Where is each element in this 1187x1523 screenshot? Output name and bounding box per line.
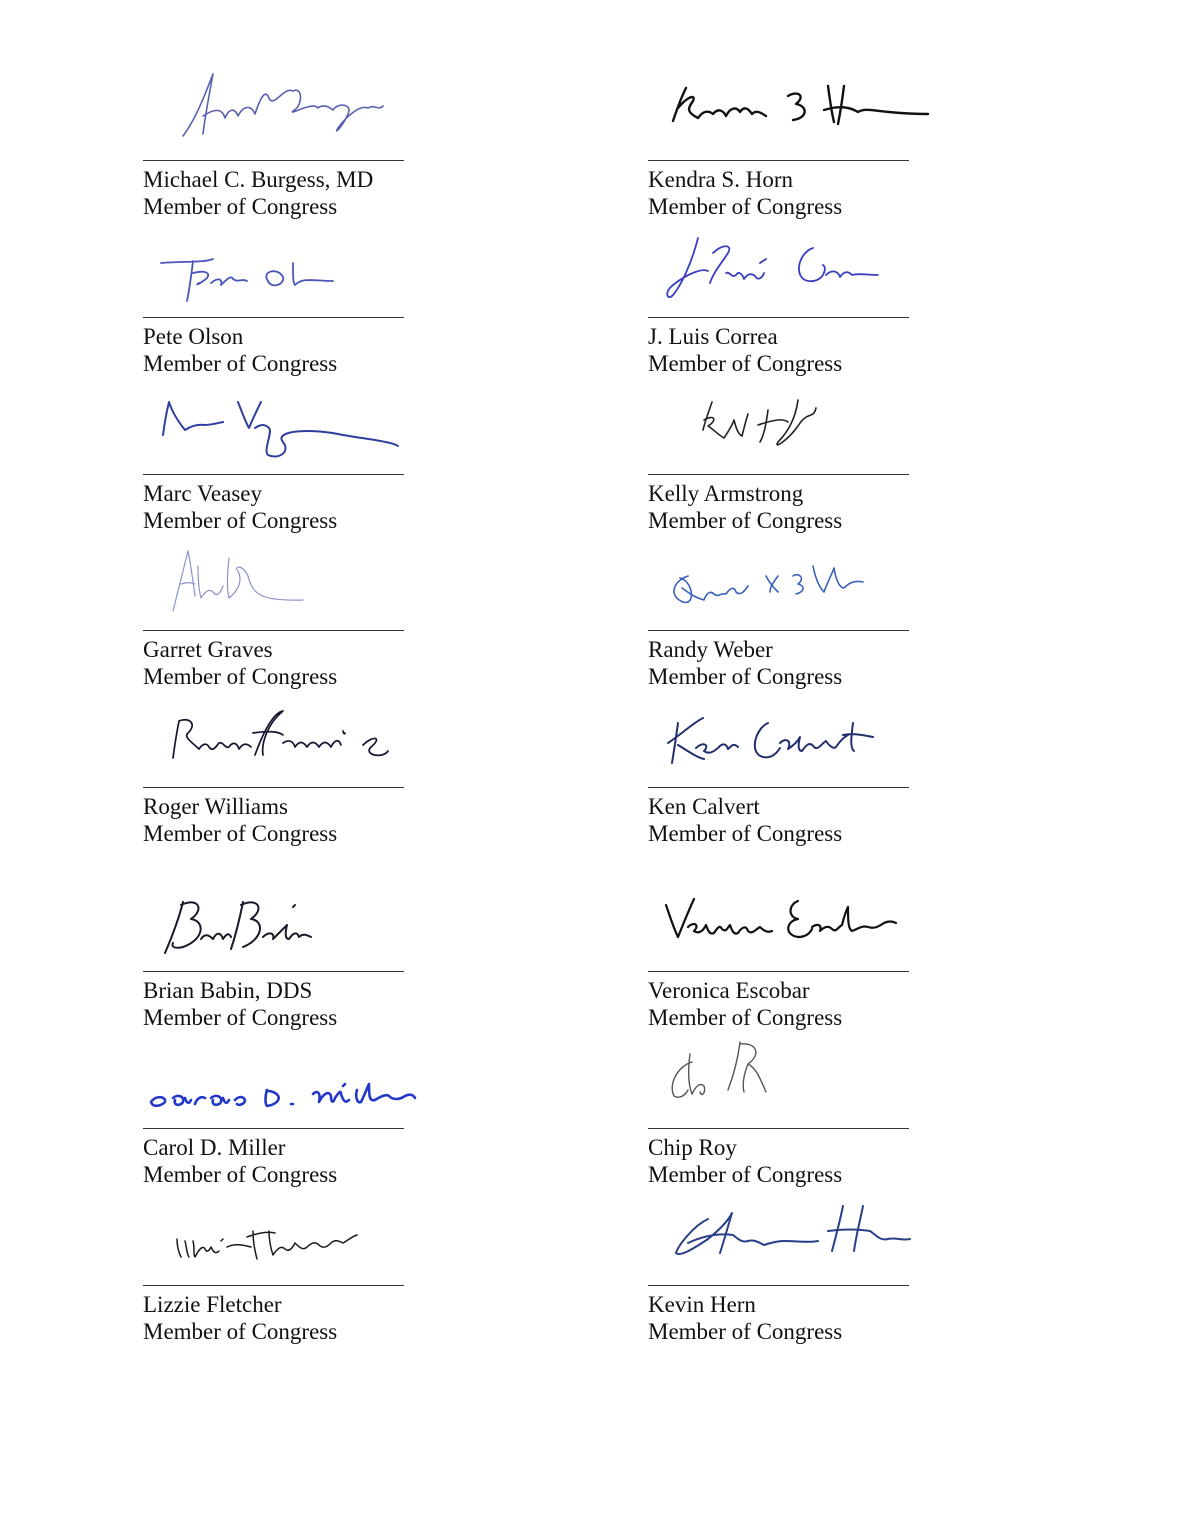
signer-name: Michael C. Burgess, MD [143,167,374,192]
signature-line [648,1285,909,1286]
signer-name: Brian Babin, DDS [143,978,313,1003]
signature-block-weber [648,536,948,689]
signature-line [143,317,404,318]
signature-line [143,630,404,631]
signature-block-horn [648,66,948,219]
signer-title: Member of Congress [648,1162,843,1187]
signature-line [648,474,909,475]
signature-block-graves [143,536,443,689]
signer-title: Member of Congress [143,1005,338,1030]
signature-fletcher [143,1191,443,1291]
signature-williams [143,693,443,793]
signature-line [143,971,404,972]
signature-block-burgess [143,66,443,219]
signature-weber [648,536,948,636]
signer-title: Member of Congress [648,1005,843,1030]
signature-calvert [648,693,948,793]
signature-line [648,1128,909,1129]
signature-block-calvert [648,693,948,846]
signature-block-escobar [648,877,948,1030]
signer-name: Kendra S. Horn [648,167,793,192]
signer-title: Member of Congress [648,508,843,533]
signer-name: Lizzie Fletcher [143,1292,282,1317]
signer-name: Randy Weber [648,637,773,662]
signature-graves [143,536,443,636]
signature-block-williams [143,693,443,846]
signature-block-olson [143,223,443,376]
signer-title: Member of Congress [648,194,843,219]
signer-name: Carol D. Miller [143,1135,286,1160]
signature-block-fletcher [143,1191,443,1344]
signature-veasey [143,380,443,480]
signature-block-hern [648,1191,948,1344]
signature-block-babin [143,877,443,1030]
signature-line [648,787,909,788]
signer-title: Member of Congress [648,664,843,689]
signer-name: Ken Calvert [648,794,760,819]
signature-babin [143,877,443,977]
signature-line [143,160,404,161]
signer-name: Chip Roy [648,1135,737,1160]
signature-block-roy [648,1034,948,1187]
signer-name: J. Luis Correa [648,324,778,349]
signer-name: Kevin Hern [648,1292,756,1317]
signature-correa [648,223,948,323]
signature-line [648,630,909,631]
signature-line [143,1285,404,1286]
signer-name: Veronica Escobar [648,978,810,1003]
signature-block-armstrong [648,380,948,533]
signer-title: Member of Congress [143,194,338,219]
signer-title: Member of Congress [143,508,338,533]
signature-block-veasey [143,380,443,533]
signature-armstrong [648,380,948,480]
signature-burgess [143,66,443,166]
signer-title: Member of Congress [648,821,843,846]
signer-name: Pete Olson [143,324,244,349]
signer-name: Roger Williams [143,794,288,819]
signature-block-miller [143,1034,443,1187]
signature-roy [648,1034,948,1134]
signature-block-correa [648,223,948,376]
signature-line [143,474,404,475]
signer-title: Member of Congress [143,351,338,376]
signer-title: Member of Congress [648,351,843,376]
signature-miller [143,1034,443,1134]
signature-line [143,787,404,788]
signer-title: Member of Congress [648,1319,843,1344]
signature-hern [648,1191,948,1291]
signer-title: Member of Congress [143,1162,338,1187]
signature-line [143,1128,404,1129]
signer-name: Kelly Armstrong [648,481,804,506]
signer-name: Garret Graves [143,637,273,662]
signer-name: Marc Veasey [143,481,262,506]
signer-title: Member of Congress [143,1319,338,1344]
signature-olson [143,223,443,323]
signature-line [648,317,909,318]
signature-line [648,971,909,972]
signature-escobar [648,877,948,977]
signature-line [648,160,909,161]
signer-title: Member of Congress [143,821,338,846]
signer-title: Member of Congress [143,664,338,689]
signature-horn [648,66,948,166]
